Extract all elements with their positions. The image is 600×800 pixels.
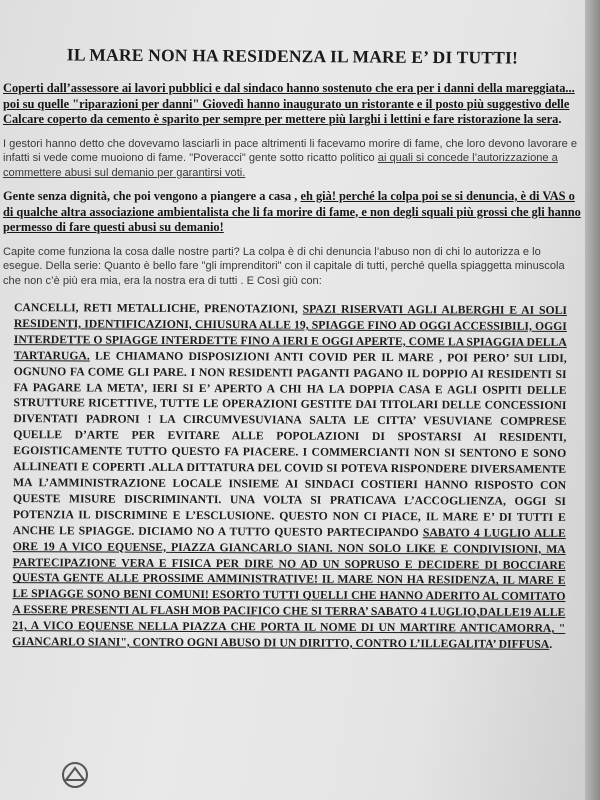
paragraph-1 — [0, 81, 585, 128]
capitals-paragraph — [0, 300, 585, 653]
vas-logo-icon — [60, 760, 90, 790]
paragraph-3 — [0, 189, 585, 236]
text-segment: . — [558, 112, 562, 126]
document-content — [0, 46, 585, 650]
paragraph-4: Capite come funziona la cosa dalle nostre parti? La colpa è di chi denuncia l’abuso non di chi lo autorizza e lo esegue. Della serie: Quanto è bello fare "gli imprenditori" con il capitale di tutti, perché quella spiaggetta minuscola che non c’è più era mia, era la nostra era di tutti . E Così giù con: — [3, 245, 565, 287]
text-segment: eh già! perché la colpa poi se si denuncia, è di VAS o di qualche altra associazione ambientalista che li fa morire di fame, e non degli squali più grossi che gli hanno permesso di fare questi abusi su demanio! — [3, 189, 581, 234]
paragraph-2 — [0, 137, 585, 181]
text-segment: SABATO 4 LUGLIO ALLE ORE 19 A VICO EQUENSE, PIAZZA GIANCARLO SIANI. NON SOLO LIKE E CONDIVISIONI, MA PARTECIPAZIONE VERA E FISICA PER DIRE NO AD UN SOPRUSO E DECIDERE DI BOCCIARE QUESTA GENTE ALLE PROSSIME AMMINISTRATIVE! — [12, 525, 566, 587]
text-segment: Coperti dall’assessore ai lavori pubblici e dal sindaco hanno sostenuto che era per i danni della mareggiata... poi su quelle "riparazioni per danni" Giovedì hanno inaugurato un ristorante e il posto più suggestivo delle Calcare coperto da cemento è sparito per sempre per mettere più larghi i lettini e fare ristorazione la sera — [3, 81, 575, 126]
text-segment: Gente senza dignità, che poi vengono a piangere a casa , — [3, 189, 301, 203]
text-segment: . — [549, 637, 553, 651]
document-title: IL MARE NON HA RESIDENZA IL MARE E’ DI TUTTI! — [66, 44, 519, 68]
text-segment: I gestori hanno detto che dovevamo lasciarli in pace altrimenti li facevamo morire di fame, che loro devono lavorare e infatti si vede come muoiono di fame. "Poveracci" gente sotto ricatto politico — [3, 137, 578, 164]
page-edge — [585, 0, 600, 800]
text-segment: ai quali si concede l’autorizzazione a commettere abusi sul demanio per garantirsi voti. — [3, 152, 558, 179]
text-segment: SPAZI RISERVATI AGLI ALBERGHI E AI SOLI RESIDENTI, IDENTIFICAZIONI, CHIUSURA ALLE 19, SPIAGGE FINO AD OGGI ACCESSIBILI, OGGI INTERDETTE O SPIAGGE INTERDETTE FINO A IERI E OGGI APERTE, COME LA SPIAGGIA DELLA TARTARUGA. — [13, 302, 567, 363]
text-segment: IL MARE NON HA RESIDENZA, IL MARE E LE SPIAGGE SONO BENI COMUNI! ESORTO TUTTI QUELLI CHE HANNO ADERITO AL COMITATO A ESSERE PRESENTI AL FLASH MOB PACIFICO CHE SI TERRA’ SABATO 4 LUGLIO,DALLE19 ALLE 21, A VICO EQUENSE NELLA PIAZZA CHE PORTA IL NOME DI UN MARTIRE ANTICAMORRA, " GIANCARLO SIANI", CONTRO OGNI ABUSO DI UN DIRITTO, CONTRO L’ILLEGALITA’ DIFFUSA — [12, 573, 566, 651]
text-segment: CANCELLI, RETI METALLICHE, PRENOTAZIONI, — [13, 301, 303, 316]
text-segment: LE CHIAMANO DISPOSIZIONI ANTI COVID PER IL MARE , POI PERO’ SUI LIDI, OGNUNO FA COME GLI PARE. I NON RESIDENTI PAGANTI PAGANO IL DOPPIO AI RESIDENTI SI FA PAGARE LA META’, IERI SI E’ APERTO A CHI HA LA DOPPIA CASA E AGLI OSPITI DELLE STRUTTURE RICETTIVE, TUTTE LE OPERAZIONI GESTITE DAI TITOLARI DELLE CONCESSIONI DIVENTATI PADRONI ! LA CIRCUMVESUVIANA SALTA LE CITTA’ VESUVIANE COMPRESE QUELLE D’ARTE PER EVITARE ALLE POPOLAZIONI DI SPOSTARSI AI RESIDENTI, EGOISTICAMENTE TUTTO QUESTO FA PIACERE. I COMMERCIANTI NON SI SENTONO E SONO ALLINEATI E COPERTI .ALLA DITTATURA DEL COVID SI POTEVA RISPONDERE DIVERSAMENTE MA L’AMMINISTRAZIONE LOCALE INSIEME AI SINDACI COSTIERI HANNO RISPOSTO CON QUESTE MISURE DISCRIMINANTI. UNA VOLTA SI PRATICAVA L’ACCOGLIENZA, OGGI SI POTENZIA IL DISCRIMINE E L’ESCLUSIONE. QUESTO NON CI PIACE, IL MARE E’ DI TUTTI E ANCHE LE SPIAGGE. DICIAMO NO A TUTTO QUESTO PARTECIPANDO — [12, 349, 567, 539]
